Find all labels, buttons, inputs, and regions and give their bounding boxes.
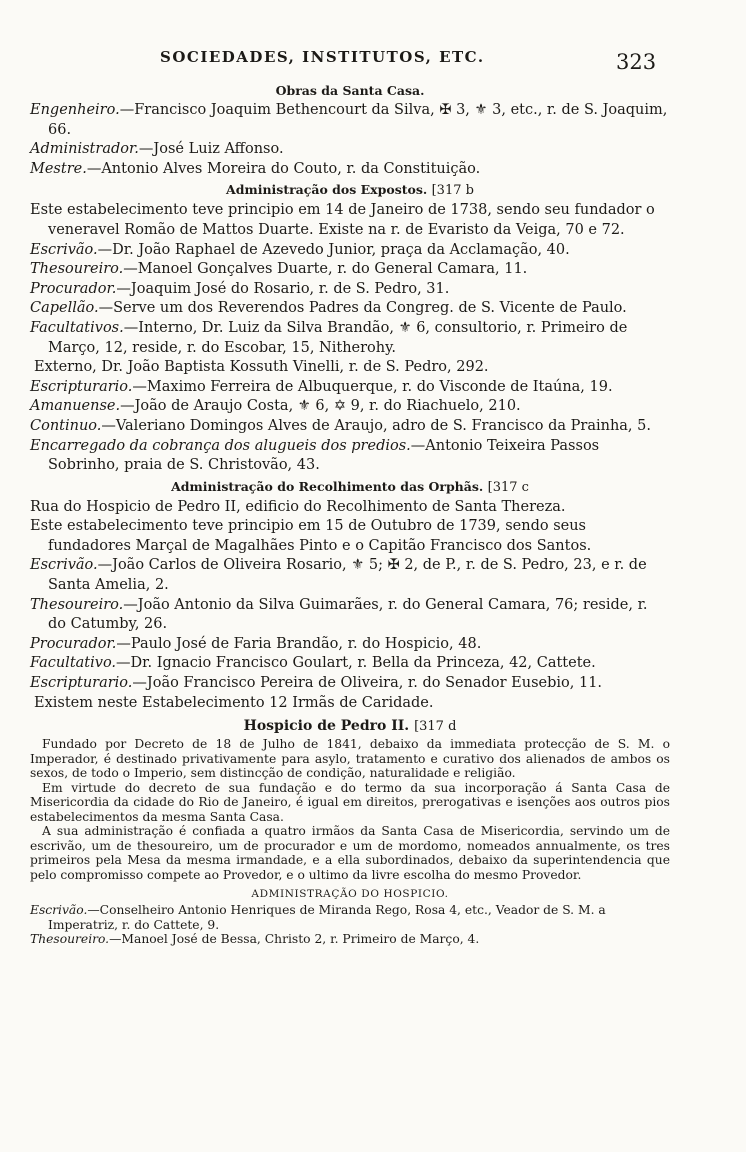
entry-role: Facultativo.	[30, 655, 117, 672]
entry-text: —Dr. Ignacio Francisco Goulart, r. Bella da Princeza, 42, Cattete.	[116, 655, 596, 672]
entry-expostos-procurador	[30, 280, 670, 300]
entry-obras-engenheiro	[30, 101, 670, 140]
entry-role: Escrivão.	[30, 903, 88, 918]
section-title-hospicio	[30, 717, 670, 736]
entry-text: —Joaquim José do Rosario, r. de S. Pedro, 31.	[116, 280, 450, 297]
entry-text: —Interno, Dr. Luiz da Silva Brandão, ⚜ 6, consultorio, r. Primeiro de Março, 12, reside, r. do Escobar, 15, Nitherohy.	[48, 319, 628, 356]
entry-text: —João Antonio da Silva Guimarães, r. do General Camara, 76; reside, r. do Catumby, 26.	[48, 596, 648, 633]
section-note-orphas: Existem neste Estabelecimento 12 Irmãs de Caridade.	[34, 694, 434, 711]
page-content	[30, 80, 670, 947]
entry-text: —João de Araujo Costa, ⚜ 6, ✡ 9, r. do Riachuelo, 210.	[120, 398, 521, 415]
entry-role: Engenheiro.	[30, 102, 120, 118]
section-code: [317 b	[431, 183, 474, 199]
entry-text: —Valeriano Domingos Alves de Araujo, adro de S. Francisco da Prainha, 5.	[101, 417, 651, 434]
section-intro-orphas-history: Este estabelecimento teve principio em 15 de Outubro de 1739, sendo seus fundadores Marçal de Magalhães Pinto e o Capitão Francisco dos Santos.	[30, 518, 592, 554]
entry-expostos-escrivao	[30, 241, 670, 261]
entry-role: Administrador.	[30, 141, 139, 158]
entry-text: —Maximo Ferreira de Albuquerque, r. do Visconde de Itaúna, 19.	[132, 378, 613, 395]
entry-text: —José Luiz Affonso.	[138, 141, 284, 158]
running-head	[30, 48, 670, 78]
entry-text: Externo, Dr. João Baptista Kossuth Vinelli, r. de S. Pedro, 292.	[34, 359, 489, 376]
section-code: [317 d	[414, 719, 457, 735]
entry-orphas-escrivao	[30, 556, 670, 595]
entry-expostos-capellao	[30, 299, 670, 319]
entry-role: Encarregado da cobrança dos alugueis dos predios.	[30, 437, 411, 454]
entry-role: Escrivão.	[30, 557, 98, 574]
entry-role: Amanuense.	[30, 398, 121, 415]
entry-expostos-encarregado	[30, 437, 670, 476]
hospicio-paragraph: Em virtude do decreto de sua fundação e do termo da sua incorporação á Santa Casa de Misericordia da cidade do Rio de Janeiro, é igual em direitos, prerogativas e isenções aos outros pios estabelecimentos da mesma Santa Casa.	[30, 780, 670, 824]
entry-hospicio-thesoureiro	[30, 932, 670, 947]
entry-role: Capellão.	[30, 300, 99, 317]
entry-role: Facultativos.	[30, 319, 124, 336]
subheading-administracao-hospicio: ADMINISTRAÇÃO DO HOSPICIO.	[251, 888, 449, 901]
entry-expostos-escripturario	[30, 378, 670, 398]
entry-role: Escrivão.	[30, 241, 98, 258]
entry-expostos-amanuense	[30, 397, 670, 417]
entry-text: —Antonio Alves Moreira do Couto, r. da Constituição.	[86, 160, 481, 177]
entry-role: Mestre.	[30, 160, 87, 177]
entry-role: Procurador.	[30, 280, 117, 297]
entry-expostos-facultativos	[30, 319, 670, 358]
entry-expostos-thesoureiro	[30, 260, 670, 280]
entry-role: Escripturario.	[30, 675, 133, 692]
page-number: 323	[616, 50, 657, 74]
entry-orphas-thesoureiro	[30, 596, 670, 635]
entry-text: —João Francisco Pereira de Oliveira, r. do Senador Eusebio, 11.	[132, 675, 603, 692]
entry-hospicio-escrivao	[30, 903, 670, 932]
entry-text: —Dr. João Raphael de Azevedo Junior, praça da Acclamação, 40.	[97, 241, 570, 258]
entry-text: —Serve um dos Reverendos Padres da Congreg. de S. Vicente de Paulo.	[98, 300, 627, 317]
entry-orphas-escripturario	[30, 674, 670, 694]
entry-text: —Francisco Joaquim Bethencourt da Silva, ✠ 3, ⚜ 3, etc., r. de S. Joaquim, 66.	[48, 102, 668, 138]
entry-expostos-continuo	[30, 417, 670, 437]
entry-role: Thesoureiro.	[30, 932, 110, 947]
entry-text: —Manoel José de Bessa, Christo 2, r. Primeiro de Março, 4.	[109, 932, 480, 947]
running-title: SOCIEDADES, INSTITUTOS, ETC.	[160, 48, 485, 66]
section-title-expostos	[30, 181, 670, 200]
section-title-orphas	[30, 478, 670, 497]
entry-role: Thesoureiro.	[30, 261, 124, 278]
entry-text: —Manoel Gonçalves Duarte, r. do General Camara, 11.	[123, 261, 528, 278]
hospicio-paragraph: A sua administração é confiada a quatro irmãos da Santa Casa de Misericordia, servindo um de escrivão, um de thesoureiro, um de procurador e um de mordomo, nomeados annualmente, os tres primeiros pela Mesa da mesma irmandade, e a ella subordinados, debaixo da superintendencia que pelo compromisso compete ao Provedor, e o ultimo da livre escolha do mesmo Provedor.	[30, 824, 670, 882]
entry-orphas-procurador	[30, 635, 670, 655]
entry-obras-mestre	[30, 160, 670, 180]
section-title-text: Administração dos Expostos.	[226, 182, 428, 198]
hospicio-paragraph: Fundado por Decreto de 18 de Julho de 1841, debaixo da immediata protecção de S. M. o Imperador, é destinado privativamente para asylo, tratamento e curativo dos alienados de ambos os sexos, de todo o Imperio, sem distincção de condição, naturalidade e religião.	[30, 737, 670, 781]
entry-text: —João Carlos de Oliveira Rosario, ⚜ 5; ✠ 2, de P., r. de S. Pedro, 23, e r. de Santa Amelia, 2.	[48, 557, 647, 594]
section-code: [317 c	[487, 479, 529, 495]
section-intro-orphas-address: Rua do Hospicio de Pedro II, edificio do Recolhimento de Santa Thereza.	[30, 498, 566, 515]
hospicio-body	[30, 737, 670, 947]
entry-obras-administrador	[30, 140, 670, 160]
entry-role: Thesoureiro.	[30, 596, 124, 613]
section-title-text: Hospicio de Pedro II.	[243, 718, 410, 735]
entry-text: —Conselheiro Antonio Henriques de Miranda Rego, Rosa 4, etc., Veador de S. M. a Imperatriz, r. do Cattete, 9.	[48, 903, 606, 932]
entry-orphas-facultativo	[30, 654, 670, 674]
entry-role: Procurador.	[30, 635, 117, 652]
section-title-obras: Obras da Santa Casa.	[275, 83, 425, 98]
entry-role: Continuo.	[30, 417, 102, 434]
entry-text: —Paulo José de Faria Brandão, r. do Hospicio, 48.	[116, 635, 482, 652]
section-title-text: Administração do Recolhimento das Orphãs.	[171, 478, 484, 494]
entry-text: —Antonio Teixeira Passos Sobrinho, praia de S. Christovão, 43.	[48, 437, 600, 474]
entry-expostos-externo	[30, 358, 670, 378]
entry-role: Escripturario.	[30, 378, 133, 395]
section-intro-expostos: Este estabelecimento teve principio em 14 de Janeiro de 1738, sendo seu fundador o veneravel Romão de Mattos Duarte. Existe na r. de Evaristo da Veiga, 70 e 72.	[30, 202, 655, 238]
